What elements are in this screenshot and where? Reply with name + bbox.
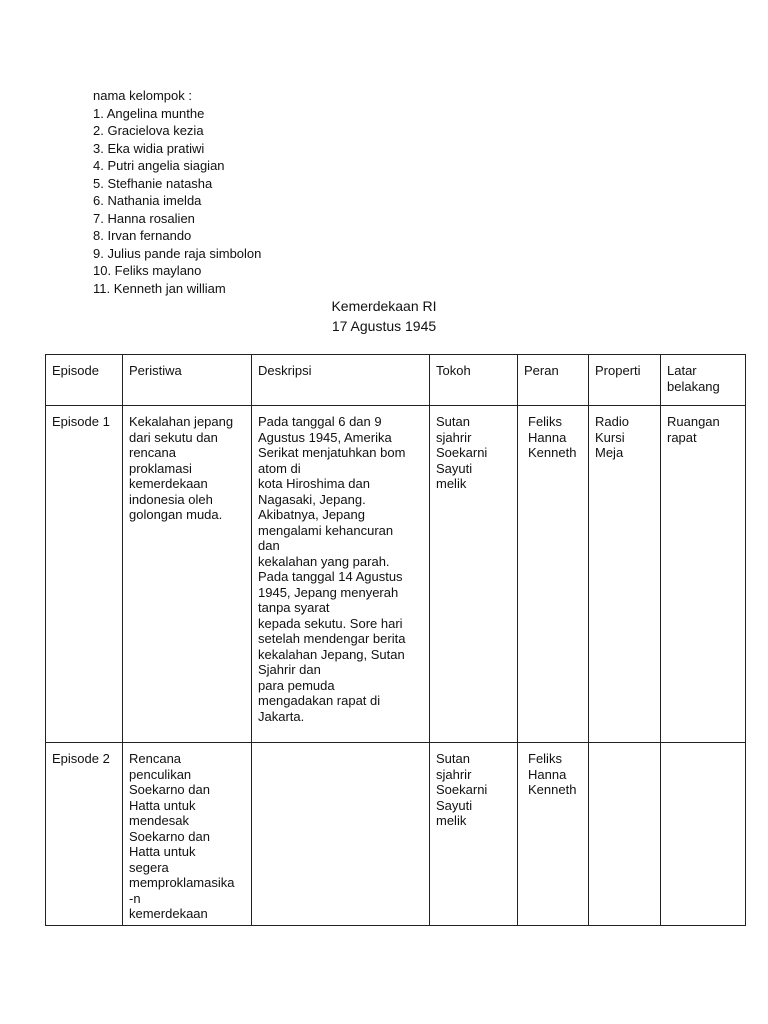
cell-latar-belakang: Ruangan rapat <box>661 406 746 743</box>
table-header-row <box>46 355 746 406</box>
cell-peran: Feliks Hanna Kenneth <box>518 743 589 926</box>
member-item: 3. Eka widia pratiwi <box>93 140 205 156</box>
member-item: 8. Irvan fernando <box>93 228 192 243</box>
member-item: 5. Stefhanie natasha <box>93 175 213 191</box>
member-item: 10. Feliks maylano <box>93 263 202 278</box>
document-date: 17 Agustus 1945 <box>331 318 437 334</box>
member-item: 2. Gracielova kezia <box>93 123 204 138</box>
cell-latar-belakang <box>661 743 746 926</box>
group-heading: nama kelompok : <box>93 88 192 103</box>
cell-properti: Radio Kursi Meja <box>589 406 661 743</box>
cell-peristiwa: Kekalahan jepang dari sekutu dan rencana proklamasi kemerdekaan indonesia oleh golongan muda. <box>123 406 252 743</box>
header-episode: Episode <box>46 355 123 406</box>
table-row <box>46 743 746 926</box>
cell-tokoh: Sutan sjahrir Soekarni Sayuti melik <box>430 406 518 743</box>
cell-deskripsi: Pada tanggal 6 dan 9 Agustus 1945, Amerika Serikat menjatuhkan bom atom di kota Hiroshima dan Nagasaki, Jepang. Akibatnya, Jepang mengalami kehancuran dan kekalahan yang parah. Pada tanggal 14 Agustus 1945, Jepang menyerah tanpa syarat kepada sekutu. Sore hari setelah mendengar berita kekalahan Jepang, Sutan Sjahrir dan para pemuda mengadakan rapat di Jakarta. <box>252 406 430 743</box>
cell-properti <box>589 743 661 926</box>
cell-peristiwa: Rencana penculikan Soekarno dan Hatta untuk mendesak Soekarno dan Hatta untuk segera memproklamasika -n kemerdekaan <box>123 743 252 926</box>
cell-peran: Feliks Hanna Kenneth <box>518 406 589 743</box>
header-deskripsi: Deskripsi <box>252 355 430 406</box>
header-properti: Properti <box>589 355 661 406</box>
member-item: 6. Nathania imelda <box>93 193 202 208</box>
table-row <box>46 406 746 743</box>
member-item: 9. Julius pande raja simbolon <box>93 245 262 261</box>
scene-table <box>45 354 746 926</box>
header-tokoh: Tokoh <box>430 355 518 406</box>
cell-deskripsi <box>252 743 430 926</box>
member-item: 7. Hanna rosalien <box>93 210 195 226</box>
header-latar-belakang: Latar belakang <box>661 355 746 406</box>
member-item: 11. Kenneth jan william <box>93 280 226 296</box>
cell-tokoh: Sutan sjahrir Soekarni Sayuti melik <box>430 743 518 926</box>
header-peristiwa: Peristiwa <box>123 355 252 406</box>
document-title: Kemerdekaan RI <box>331 298 437 314</box>
member-item: 1. Angelina munthe <box>93 105 205 121</box>
cell-episode: Episode 1 <box>46 406 123 743</box>
group-member-list <box>93 87 261 297</box>
header-peran: Peran <box>518 355 589 406</box>
cell-episode: Episode 2 <box>46 743 123 926</box>
member-item: 4. Putri angelia siagian <box>93 158 225 173</box>
